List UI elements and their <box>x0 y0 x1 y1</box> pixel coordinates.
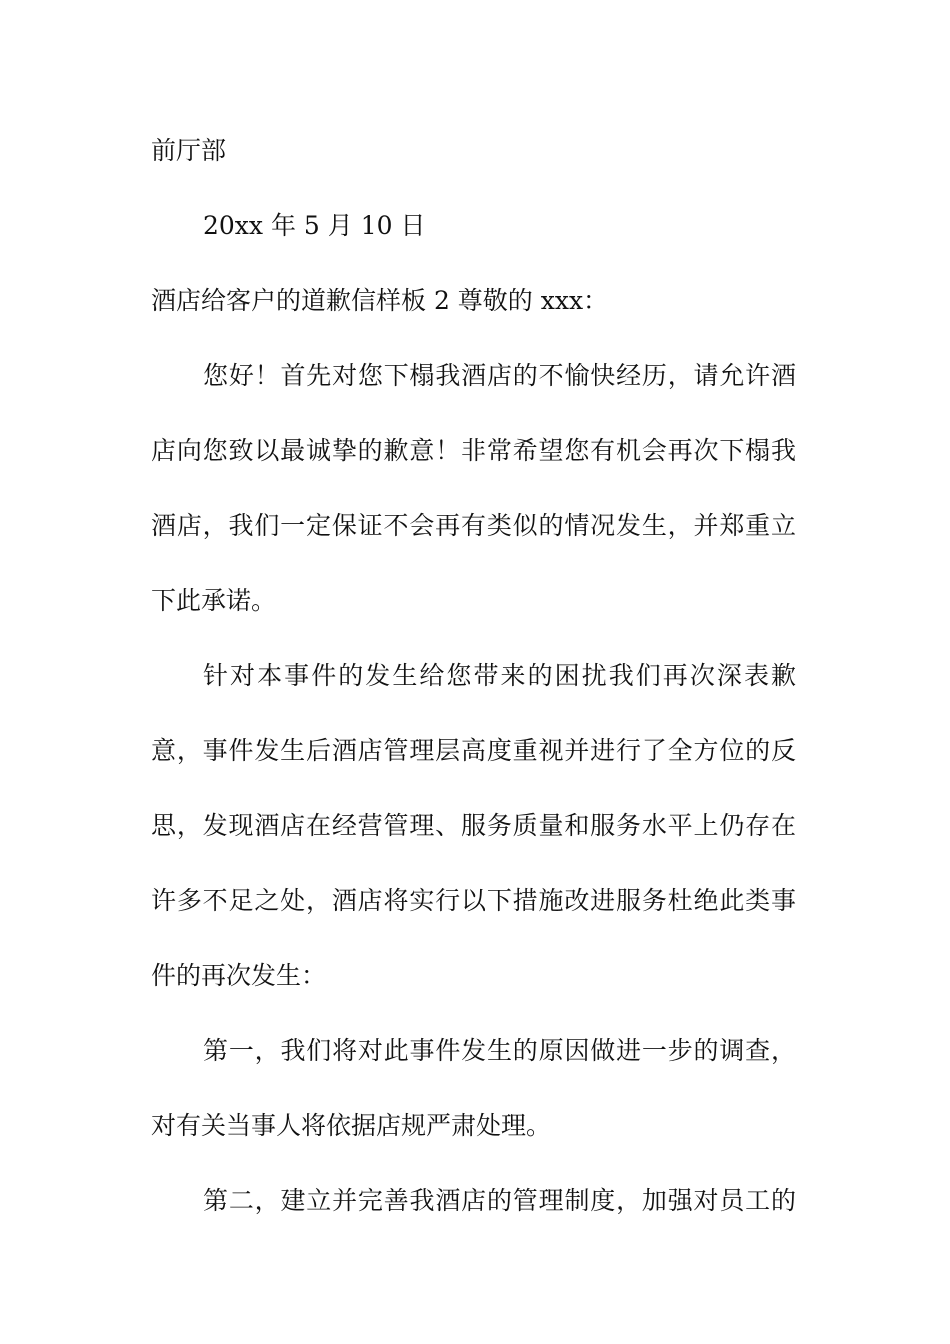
paragraph-1-line-4: 下此承诺。 <box>151 586 277 615</box>
paragraph-2-line-5: 件的再次发生： <box>151 961 327 990</box>
letter-title-salutation: 酒店给客户的道歉信样板 2 尊敬的 xxx： <box>151 286 609 315</box>
paragraph-1-line-3: 酒店，我们一定保证不会再有类似的情况发生，并郑重立 <box>151 511 796 540</box>
paragraph-2-line-2: 意，事件发生后酒店管理层高度重视并进行了全方位的反 <box>151 736 796 765</box>
paragraph-4-line-1: 第二，建立并完善我酒店的管理制度，加强对员工的 <box>203 1186 796 1215</box>
letter-date: 20xx 年 5 月 10 日 <box>203 211 426 240</box>
signature-department: 前厅部 <box>151 136 227 165</box>
paragraph-2-line-4: 许多不足之处，酒店将实行以下措施改进服务杜绝此类事 <box>151 886 796 915</box>
paragraph-3-line-2: 对有关当事人将依据店规严肃处理。 <box>151 1111 552 1140</box>
paragraph-1-line-1: 您好！首先对您下榻我酒店的不愉快经历，请允许酒 <box>203 361 796 390</box>
paragraph-1-line-2: 店向您致以最诚挚的歉意！非常希望您有机会再次下榻我 <box>151 436 796 465</box>
paragraph-3-line-1: 第一，我们将对此事件发生的原因做进一步的调查， <box>203 1036 796 1065</box>
paragraph-2-line-1: 针对本事件的发生给您带来的困扰我们再次深表歉 <box>203 661 796 690</box>
paragraph-2-line-3: 思，发现酒店在经营管理、服务质量和服务水平上仍存在 <box>151 811 796 840</box>
